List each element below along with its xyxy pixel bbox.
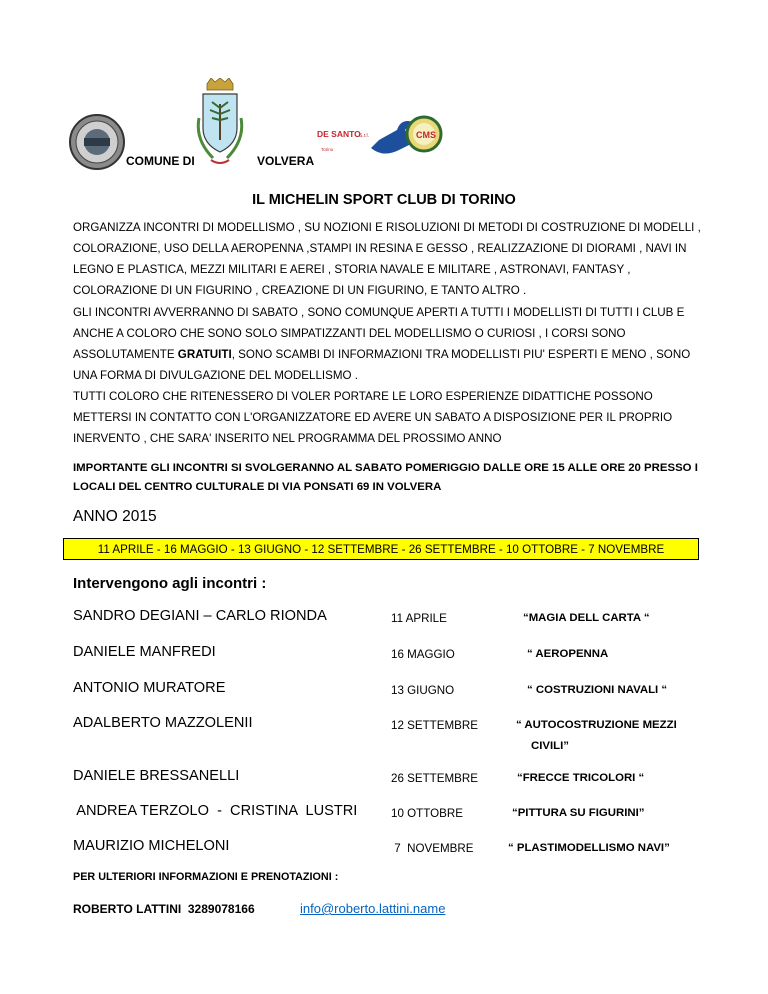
speaker-topic: “PITTURA SU FIGURINI” [512, 807, 645, 819]
speakers-heading: Intervengono agli incontri : [73, 575, 267, 592]
speaker-name: ANTONIO MURATORE [73, 680, 226, 696]
important-notice: IMPORTANTE GLI INCONTRI SI SVOLGERANNO AL SABATO POMERIGGIO DALLE ORE 15 ALLE ORE 20 PRESSO I LOCALI DEL CENTRO CULTURALE DI VIA PONSATI 69 IN VOLVERA [73, 462, 698, 493]
label-comune-di: COMUNE DI [126, 154, 195, 168]
speaker-date: 12 SETTEMBRE [391, 719, 478, 732]
speaker-date: 7 NOVEMBRE [391, 842, 474, 855]
speaker-name: DANIELE BRESSANELLI [73, 768, 240, 784]
page-title: IL MICHELIN SPORT CLUB DI TORINO [252, 192, 516, 208]
info-heading: PER ULTERIORI INFORMAZIONI E PRENOTAZIONI : [73, 871, 339, 883]
volvera-crest-icon [193, 78, 247, 168]
paragraph-meetings [73, 302, 703, 386]
speaker-name: DANIELE MANFREDI [73, 644, 216, 660]
label-volvera: VOLVERA [257, 154, 315, 168]
paragraph-meetings-text: GLI INCONTRI AVVERRANNO DI SABATO , SONO COMUNQUE APERTI A TUTTI I MODELLISTI DI TUTTI I CLUB E ANCHE A COLORO CHE SONO SOLO SIMPATIZZANTI DEL MODELLISMO O CURIOSI , I CORSI SONO ASSOLUTAMENTE [73, 306, 685, 361]
cms-badge-text: CMS [416, 130, 436, 140]
email-link[interactable]: info@roberto.lattini.name [300, 901, 446, 916]
speaker-date: 16 MAGGIO [391, 648, 455, 661]
speaker-date: 26 SETTEMBRE [391, 772, 478, 785]
sponsor-logos [313, 108, 453, 164]
speaker-name: SANDRO DEGIANI – CARLO RIONDA [73, 608, 327, 624]
free-highlight: GRATUITI [177, 348, 232, 361]
speaker-date: 13 GIUGNO [391, 684, 455, 697]
sponsor-logo-city: Torino [321, 147, 334, 152]
sponsor-logo-text: DE SANTO [317, 129, 361, 139]
speaker-name: ANDREA TERZOLO - CRISTINA LUSTRI [73, 803, 358, 819]
speaker-topic: “ COSTRUZIONI NAVALI “ [527, 684, 668, 696]
paragraph-meetings-text-end: , SONO SCAMBI DI INFORMAZIONI TRA MODELLISTI PIU' ESPERTI E MENO , SONO UNA FORMA DI DIVULGAZIONE DEL MODELLISMO . [73, 348, 691, 382]
speaker-topic: “FRECCE TRICOLORI “ [517, 772, 645, 784]
speaker-name: ADALBERTO MAZZOLENII [73, 715, 253, 731]
speaker-topic: “ PLASTIMODELLISMO NAVI” [508, 842, 670, 854]
speaker-name: MAURIZIO MICHELONI [73, 838, 230, 854]
club-logo-left [68, 114, 126, 170]
year-heading: ANNO 2015 [73, 508, 157, 525]
paragraph-intro: ORGANIZZA INCONTRI DI MODELLISMO , SU NOZIONI E RISOLUZIONI DI METODI DI COSTRUZIONE DI MODELLI , COLORAZIONE, USO DELLA AEROPENNA ,STAMPI IN RESINA E GESSO , REALIZZAZIONE DI DIORAMI , NAVI IN LEGNO E PLASTICA, MEZZI MILITARI E AEREI , STORIA NAVALE E MILITARE , ASTRONAVI, FANTASY , COLORAZIONE DI UN FIGURINO , CREAZIONE DI UN FIGURINO, E TANTO ALTRO . [73, 221, 701, 297]
speaker-topic: “ AEROPENNA [527, 648, 609, 660]
speaker-date: 10 OTTOBRE [391, 807, 463, 820]
sponsor-logo-sub: S.r.l. [359, 133, 370, 139]
speaker-topic-continued: CIVILI” [531, 740, 569, 752]
speaker-topic: “MAGIA DELL CARTA “ [523, 612, 650, 624]
contact-name-phone: ROBERTO LATTINI 3289078166 [73, 902, 255, 916]
speaker-topic: “ AUTOCOSTRUZIONE MEZZI [516, 719, 677, 731]
paragraph-contributors: TUTTI COLORO CHE RITENESSERO DI VOLER PORTARE LE LORO ESPERIENZE DIDATTICHE POSSONO METTERSI IN CONTATTO CON L'ORGANIZZATORE ED AVERE UN SABATO A DISPOSIZIONE PER IL PROPRIO INERVENTO , CHE SARA' INSERITO NEL PROGRAMMA DEL PROSSIMO ANNO [73, 390, 673, 445]
speaker-date: 11 APRILE [391, 612, 447, 625]
dates-highlight: 11 APRILE - 16 MAGGIO - 13 GIUGNO - 12 SETTEMBRE - 26 SETTEMBRE - 10 OTTOBRE - 7 NOVEMBRE [63, 538, 699, 560]
